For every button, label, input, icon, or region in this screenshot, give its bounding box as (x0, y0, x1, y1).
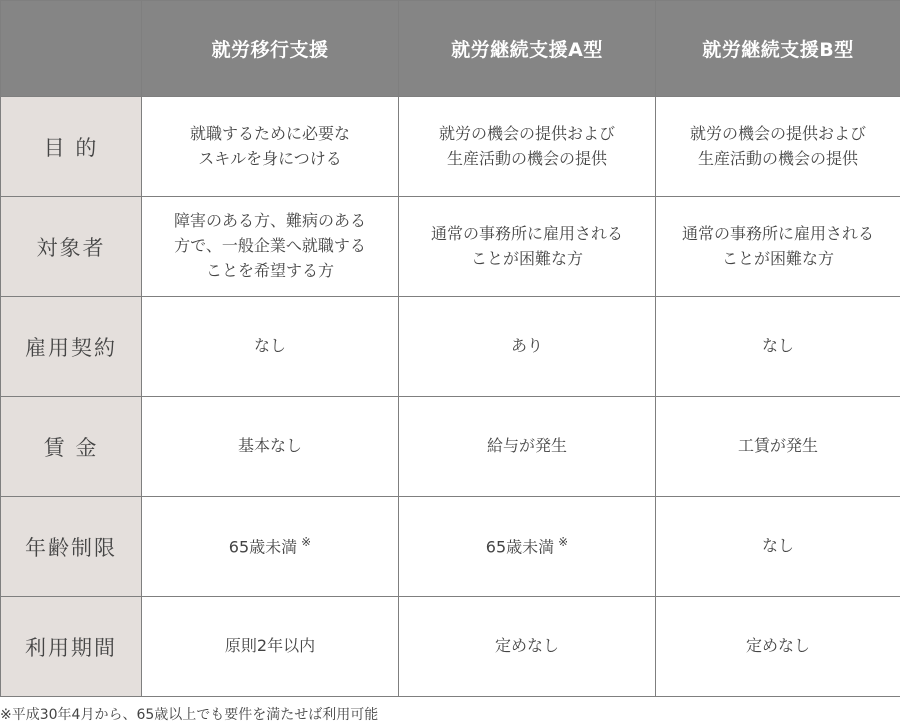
cell-line: ことが困難な方 (721, 248, 834, 268)
cell-line: 生産活動の機会の提供 (446, 148, 607, 168)
table-cell: なし (656, 297, 900, 397)
table-row-employment-contract (1, 297, 900, 397)
cell-line: ことを希望する方 (205, 260, 334, 280)
table-header-row (1, 1, 900, 97)
row-label: 年齢制限 (1, 497, 142, 597)
cell-line: 通常の事務所に雇用される (430, 223, 623, 243)
header-corner-cell (1, 1, 142, 97)
table-cell: 原則2年以内 (142, 597, 399, 697)
cell-line: 通常の事務所に雇用される (681, 223, 874, 243)
header-shuro-keizoku-b: 就労継続支援B型 (656, 1, 900, 97)
table-cell (142, 97, 399, 197)
row-label: 雇用契約 (1, 297, 142, 397)
cell-line: 就職するために必要な (189, 123, 350, 143)
table-cell (142, 497, 399, 597)
table-row-usage-period (1, 597, 900, 697)
cell-line: スキルを身につける (198, 148, 342, 168)
table-cell: 定めなし (656, 597, 900, 697)
table-cell (142, 197, 399, 297)
table-row-wage (1, 397, 900, 497)
table-row-target (1, 197, 900, 297)
table-cell (656, 97, 900, 197)
cell-line: 障害のある方、難病のある (173, 211, 366, 231)
row-label: 利用期間 (1, 597, 142, 697)
header-shuro-iko-shien: 就労移行支援 (142, 1, 399, 97)
row-label: 対象者 (1, 197, 142, 297)
table-cell (399, 497, 656, 597)
table-cell: なし (656, 497, 900, 597)
cell-line: 就労の機会の提供および (438, 123, 615, 143)
table-cell: 工賃が発生 (656, 397, 900, 497)
table-row-purpose (1, 97, 900, 197)
table-cell: 定めなし (399, 597, 656, 697)
cell-text: 65歳未満 (228, 537, 298, 557)
table-row-age-limit (1, 497, 900, 597)
table-cell: あり (399, 297, 656, 397)
cell-line: 就労の機会の提供および (689, 123, 866, 143)
cell-line: 方で、一般企業へ就職する (174, 236, 366, 256)
table-cell: 基本なし (142, 397, 399, 497)
table-cell (656, 197, 900, 297)
cell-line: ことが困難な方 (470, 248, 583, 268)
table-cell (399, 97, 656, 197)
row-label: 賃 金 (1, 397, 142, 497)
row-label: 目 的 (1, 97, 142, 197)
note-mark: ※ (558, 534, 569, 549)
note-mark: ※ (301, 534, 312, 549)
header-shuro-keizoku-a: 就労継続支援A型 (399, 1, 656, 97)
table-cell (399, 197, 656, 297)
cell-text: 65歳未満 (485, 537, 555, 557)
table-cell: なし (142, 297, 399, 397)
table-cell: 給与が発生 (399, 397, 656, 497)
footnote: ※平成30年4月から、65歳以上でも要件を満たせば利用可能 (0, 707, 379, 723)
cell-line: 生産活動の機会の提供 (697, 148, 858, 168)
